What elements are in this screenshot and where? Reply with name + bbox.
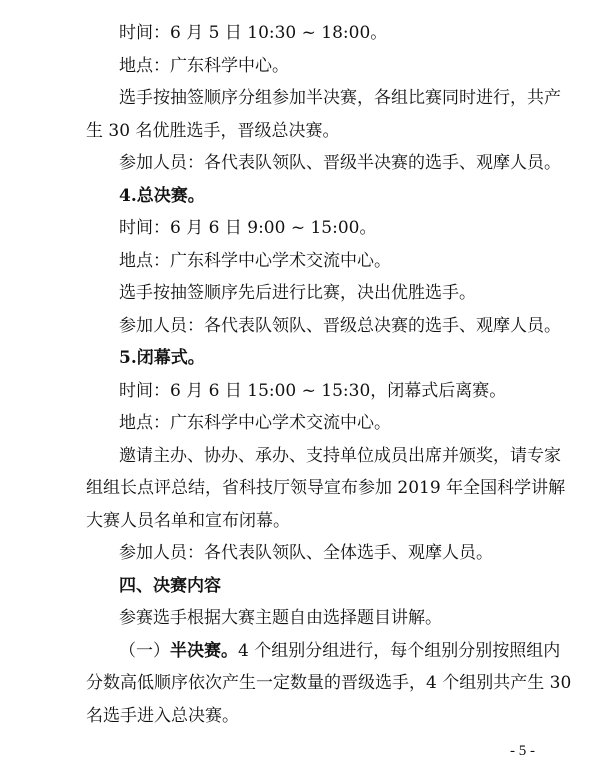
semifinal-description-line-1: 选手按抽签顺序分组参加半决赛，各组比赛同时进行，共产 [119,88,561,108]
page-number: - 5 - [510,743,535,759]
final-heading: 4.总决赛。 [119,186,205,206]
semifinal-rule-label: 半决赛。 [170,641,238,661]
final-location: 地点：广东科学中心学术交流中心。 [119,251,391,271]
semifinal-rule-number: （一） [119,641,170,661]
closing-description-line-1: 邀请主办、协办、承办、支持单位成员出席并颁奖，请专家 [119,446,561,466]
closing-participants: 参加人员：各代表队领队、全体选手、观摩人员。 [119,543,493,563]
semifinal-location: 地点：广东科学中心。 [119,56,289,76]
closing-time: 时间：6 月 6 日 15:00 ~ 15:30，闭幕式后离赛。 [119,381,507,401]
final-time: 时间：6 月 6 日 9:00 ~ 15:00。 [119,218,377,238]
closing-location: 地点：广东科学中心学术交流中心。 [119,413,391,433]
final-description: 选手按抽签顺序先后进行比赛，决出优胜选手。 [119,283,476,303]
closing-heading: 5.闭幕式。 [119,348,205,368]
semifinal-participants: 参加人员：各代表队领队、晋级半决赛的选手、观摩人员。 [119,153,561,173]
semifinal-rule-text: 4 个组别分组进行，每个组别分别按照组内 [238,641,561,661]
semifinal-rule-line-2: 分数高低顺序依次产生一定数量的晋级选手，4 个组别共产生 30 [86,673,572,693]
semifinal-rule-line-3: 名选手进入总决赛。 [86,706,239,726]
closing-description-line-2: 组组长点评总结，省科技厅领导宣布参加 2019 年全国科学讲解 [86,478,566,498]
final-participants: 参加人员：各代表队领队、晋级总决赛的选手、观摩人员。 [119,316,561,336]
semifinal-rule-line-1 [119,640,560,662]
section-heading-final-content: 四、决赛内容 [119,576,221,596]
semifinal-time: 时间：6 月 5 日 10:30 ~ 18:00。 [119,23,388,43]
final-content-intro: 参赛选手根据大赛主题自由选择题目讲解。 [119,608,442,628]
closing-description-line-3: 大赛人员名单和宣布闭幕。 [86,511,290,531]
semifinal-description-line-2: 生 30 名优胜选手，晋级总决赛。 [86,121,340,141]
